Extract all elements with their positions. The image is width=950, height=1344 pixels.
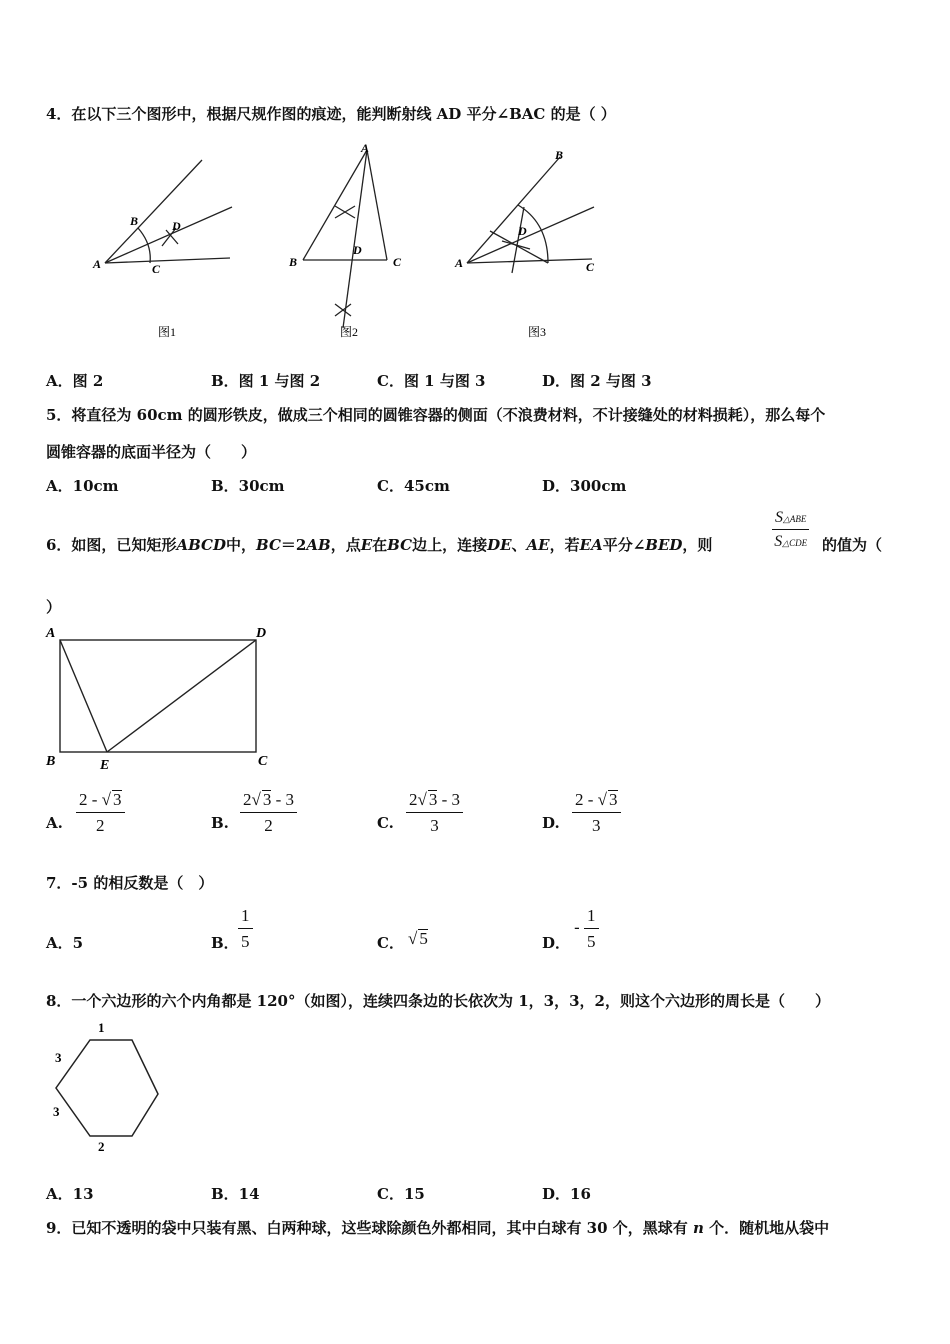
q6-stem-close: ）: [46, 598, 62, 616]
q6-label-d: D: [256, 626, 267, 641]
q6-option-a-fraction: $\frac{2 - √ 3}{2}$: [76, 790, 125, 836]
frac-part: - 3: [271, 790, 295, 809]
q9-var-n: n: [693, 1219, 704, 1237]
fig3-label-d: D: [518, 224, 527, 238]
q8-option-b: B．14: [211, 1185, 260, 1203]
q8-option-d: D．16: [542, 1185, 591, 1203]
q4-option-c: C．图 1 与图 3: [377, 372, 486, 390]
fig1-label-d: D: [172, 219, 181, 233]
q6-stem: [46, 534, 712, 555]
q4-option-b: B．图 1 与图 2: [211, 372, 321, 390]
fig2-caption: 图2: [340, 325, 359, 339]
q6-label-c: C: [258, 754, 268, 769]
q8-side-3: 3: [53, 1104, 60, 1119]
q7-option-d-sign: -: [574, 918, 580, 938]
q6-text: 平分∠: [602, 536, 646, 554]
q6-figure: [40, 620, 280, 775]
fig3-label-a: A: [455, 256, 464, 270]
q6-option-b-label: B.: [211, 814, 229, 832]
q8-stem: 8．一个六边形的六个内角都是 120°（如图），连续四条边的长依次为 1，3，3，2，则这个六边形的周长是（ ）: [46, 992, 830, 1010]
q4-stem: 4．在以下三个图形中，根据尺规作图的痕迹，能判断射线 AD 平分∠BAC 的是（ ）: [46, 105, 616, 123]
q6-text: ，则: [682, 536, 713, 554]
frac-den: 5: [587, 932, 596, 951]
frac-num: 1: [238, 906, 253, 929]
q7-option-b-fraction: [238, 906, 253, 952]
q8-option-c: C．15: [377, 1185, 425, 1203]
radicand: 3: [113, 790, 122, 809]
q9-stem: [46, 1217, 829, 1238]
q7-option-d-label: D．: [542, 934, 571, 952]
q5-stem-line2: 圆锥容器的底面半径为（ ）: [46, 443, 257, 461]
q5-option-c: C．45cm: [377, 477, 450, 495]
fig1-label-a: A: [93, 257, 102, 271]
q6-text: 、: [511, 536, 527, 554]
q6-var-abcd: ABCD: [176, 536, 226, 554]
frac-part: 2 -: [575, 790, 598, 809]
q6-rectangle: [60, 640, 256, 752]
q6-option-c-fraction: $\frac{2√ 3 - 3}{3}$: [406, 790, 463, 836]
q4-figure-3: [452, 145, 612, 345]
q4-figure-2: [285, 140, 410, 345]
q6-var-e: E: [360, 536, 373, 554]
fig3-caption: 图3: [528, 325, 547, 339]
q6-text: ＝2: [280, 536, 307, 554]
q6-var-ae: AE: [526, 536, 550, 554]
q6-text: 6．如图，已知矩形: [46, 536, 177, 554]
q6-segment-de: [107, 640, 256, 752]
fig2-label-b: B: [289, 255, 298, 269]
fig3-label-b: B: [555, 148, 564, 162]
q8-side-2: 3: [55, 1050, 62, 1065]
q6-label-e: E: [100, 758, 110, 773]
q6-frac-num-sub: △ABE: [783, 514, 807, 524]
fig3-line-2: [512, 207, 524, 273]
q7-option-c-root: √ 5: [408, 929, 428, 948]
q8-side-1: 1: [98, 1020, 105, 1035]
fig1-ray-ab: [105, 160, 202, 263]
q6-var-de: DE: [487, 536, 512, 554]
fig1-label-b: B: [130, 214, 139, 228]
q5-option-d: D．300cm: [542, 477, 627, 495]
frac-part: 2: [409, 790, 418, 809]
frac-den: 2: [96, 816, 105, 835]
q7-option-a: A．5: [46, 934, 84, 952]
frac-den: 2: [264, 816, 273, 835]
q4-option-a: A．图 2: [46, 372, 104, 390]
q6-option-d-label: D.: [542, 814, 560, 832]
q6-stem-tail: 的值为（: [822, 536, 883, 554]
fig1-ray-ac: [105, 258, 230, 263]
q6-text: 在: [372, 536, 388, 554]
q9-text: 9．已知不透明的袋中只装有黑、白两种球，这些球除颜色外都相同，其中白球有 30 个，黑球有: [46, 1219, 688, 1237]
fig2-label-d: D: [353, 243, 362, 257]
q6-area-ratio: [772, 509, 809, 551]
fig2-arc-cross-bottom: [335, 304, 351, 316]
radicand: 3: [609, 790, 618, 809]
q6-option-a-label: A.: [46, 814, 63, 832]
frac-den: 3: [592, 816, 601, 835]
fig2-label-a: A: [361, 141, 370, 155]
q7-option-c-label: C．: [377, 934, 404, 952]
q6-var-ea: EA: [579, 536, 603, 554]
q6-label-b: B: [46, 754, 56, 769]
q6-text: ，若: [549, 536, 580, 554]
q7-stem: 7．-5 的相反数是（ ）: [46, 874, 214, 892]
q8-side-4: 2: [98, 1139, 105, 1154]
radicand: 3: [262, 790, 272, 809]
frac-den: 5: [241, 932, 250, 951]
q6-var-bed: BED: [645, 536, 683, 554]
frac-den: 3: [430, 816, 439, 835]
q6-var-bc: BC: [387, 536, 413, 554]
frac-part: 2: [243, 790, 252, 809]
fig3-label-c: C: [586, 260, 595, 274]
q7-option-d-fraction: [584, 906, 599, 952]
q5-option-b: B．30cm: [211, 477, 285, 495]
q4-figure-1: [90, 150, 250, 345]
radicand: 5: [419, 929, 428, 948]
fig1-caption: 图1: [158, 325, 177, 339]
q8-hexagon-figure: [44, 1018, 162, 1156]
q6-var-bc: BC: [256, 536, 281, 554]
q6-frac-den: S: [774, 533, 783, 550]
frac-part: 2 -: [79, 790, 102, 809]
frac-num: 1: [584, 906, 599, 929]
frac-part: - 3: [437, 790, 461, 809]
fig2-label-c: C: [393, 255, 402, 269]
fig3-ray-ac: [467, 259, 592, 263]
fig2-arc-cross-top: [335, 206, 355, 218]
q8-option-a: A．13: [46, 1185, 94, 1203]
q6-var-ab: AB: [306, 536, 331, 554]
q6-text: ，点: [330, 536, 361, 554]
q6-option-c-label: C.: [377, 814, 394, 832]
q8-hexagon: [56, 1040, 158, 1136]
q5-option-a: A．10cm: [46, 477, 119, 495]
q6-label-a: A: [46, 626, 56, 641]
q6-text: 中，: [226, 536, 257, 554]
q6-option-b-fraction: $\frac{2√ 3 - 3}{2}$: [240, 790, 297, 836]
q6-frac-num: S: [775, 509, 783, 526]
q7-option-b-label: B．: [211, 934, 239, 952]
q9-text: 个．随机地从袋中: [709, 1219, 830, 1237]
q6-frac-den-sub: △CDE: [782, 538, 808, 548]
radicand: 3: [428, 790, 438, 809]
q4-option-d: D．图 2 与图 3: [542, 372, 652, 390]
q6-option-d-fraction: $\frac{2 - √ 3}{3}$: [572, 790, 621, 836]
q6-segment-ae: [60, 640, 107, 752]
fig2-side-ac: [367, 150, 387, 260]
q6-text: 边上，连接: [412, 536, 488, 554]
q5-stem-line1: 5．将直径为 60cm 的圆形铁皮，做成三个相同的圆锥容器的侧面（不浪费材料，不计接缝处的材料损耗），那么每个: [46, 406, 826, 424]
fig2-line-ad: [343, 150, 367, 328]
fig1-label-c: C: [152, 262, 161, 276]
fig1-ray-ad: [105, 207, 232, 263]
